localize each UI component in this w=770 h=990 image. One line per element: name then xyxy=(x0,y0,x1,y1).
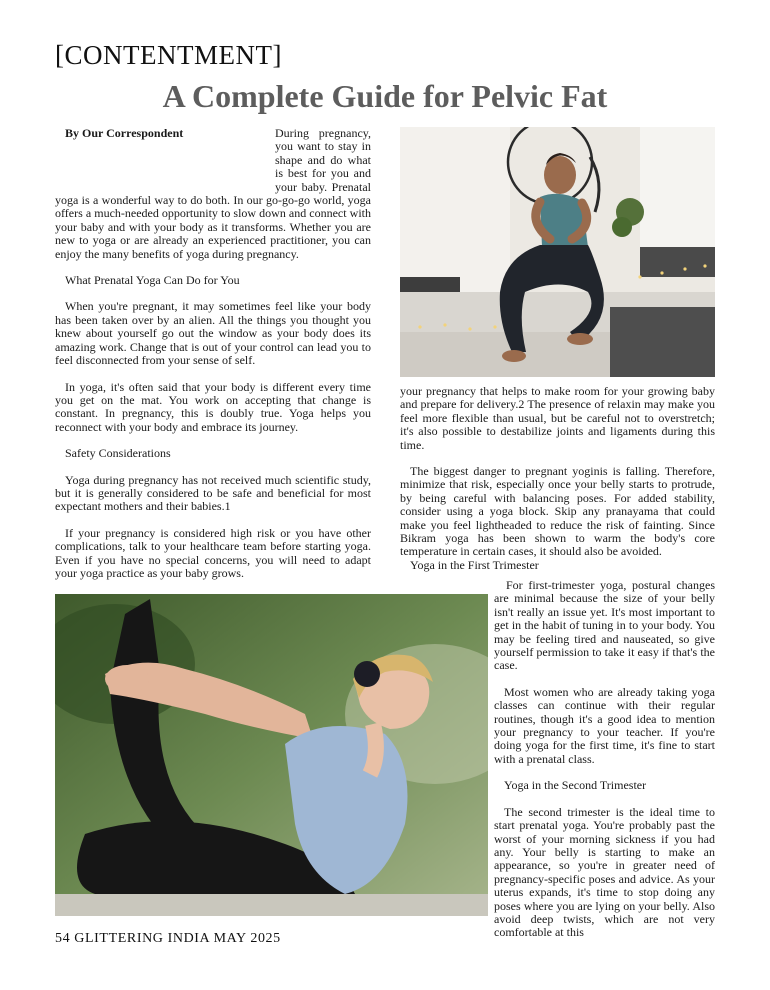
page-footer: 54 GLITTERING INDIA MAY 2025 xyxy=(55,931,281,946)
subhead-first-trimester: Yoga in the First Trimester xyxy=(410,557,539,572)
byline: By Our Correspondent xyxy=(65,126,184,140)
body-paragraph: When you're pregnant, it may sometimes feel like your body has been taken over by an alien. All the things you thought you knew about yourself go out the window as your body does its amazing work. Change that is out of your control can lead you to feel disconnected from your sense of self. xyxy=(55,299,371,368)
right-column-bottom xyxy=(494,579,715,940)
photo-bow-pose-illustration xyxy=(55,594,488,916)
subhead-safety: Safety Considerations xyxy=(65,446,171,461)
intro-paragraph: By Our Correspondent During pregnancy, you want to stay in shape and do what is best for you and your baby. Prenatal yoga is a wonderful way to do both. In our go-go-go world, yoga offers a much-needed opportunity to slow down and connect with your baby and with your body as it transforms. Whether you are new to yoga or are already an experienced practitioner, you can enjoy the many benefits of yoga during pregnancy. xyxy=(55,126,371,261)
photo-bow-pose xyxy=(55,594,488,916)
right-column-top xyxy=(400,385,715,585)
body-paragraph: Yoga during pregnancy has not received much scientific study, but it is generally considered to be safe and beneficial for most expectant mothers and their babies.1 xyxy=(55,472,371,514)
photo-squat-pose-illustration xyxy=(400,127,715,377)
body-paragraph: The biggest danger to pregnant yoginis is falling. Therefore, minimize that risk, especially once your belly starts to protrude, by being careful with balancing poses. For added stability, consider using a yoga block. Skip any pranayama that could make you feel lightheaded to reduce the risk of fainting. Since Bikram yoga has been shown to warm the body's core temperature in certain cases, it should also be avoided. xyxy=(400,464,715,559)
left-column xyxy=(55,127,371,620)
body-paragraph: your pregnancy that helps to make room for your growing baby and prepare for delivery.2 The presence of relaxin may make you feel more flexible than usual, but be careful not to overstretch; it's also possible to destabilize joints and ligaments during this time. xyxy=(400,384,715,452)
body-paragraph: The second trimester is the ideal time to start prenatal yoga. You're probably past the worst of your morning sickness if you had any. Your belly is starting to make an appearance, so you're in greater need of pregnancy-specific poses and advice. As your uterus expands, it's time to stop doing any poses where you are lying on your belly. Also avoid deep twists, which are not very comfortable at this xyxy=(494,804,715,940)
body-paragraph: In yoga, it's often said that your body is different every time you get on the mat. You work on accepting that change is constant. In pregnancy, this is doubly true. Yoga helps you reconnect with your body and embrace its journey. xyxy=(55,379,371,434)
article-headline: A Complete Guide for Pelvic Fat xyxy=(162,78,608,114)
photo-squat-pose xyxy=(400,127,715,377)
subhead-second-trimester: Yoga in the Second Trimester xyxy=(504,778,647,793)
body-paragraph: If your pregnancy is considered high risk or you have other complications, talk to your healthcare team before starting yoga. Even if you have no special concerns, you will need to adapt your yoga practice as your baby grows. xyxy=(55,525,371,580)
section-tag: [CONTENTMENT] xyxy=(55,40,282,70)
subhead-what-prenatal-yoga: What Prenatal Yoga Can Do for You xyxy=(65,273,240,288)
body-paragraph: Most women who are already taking yoga classes can continue with their regular routines, though it's a good idea to mention your pregnancy to your teacher. If you're doing yoga for the first time, it's fine to start with a prenatal class. xyxy=(494,684,715,766)
body-paragraph: For first-trimester yoga, postural changes are minimal because the size of your belly isn't really an issue yet. It's most important to get in the habit of tuning in to your body. You may be feeling tired and nauseated, so give yourself permission to take it easy if that's the case. xyxy=(494,578,715,673)
